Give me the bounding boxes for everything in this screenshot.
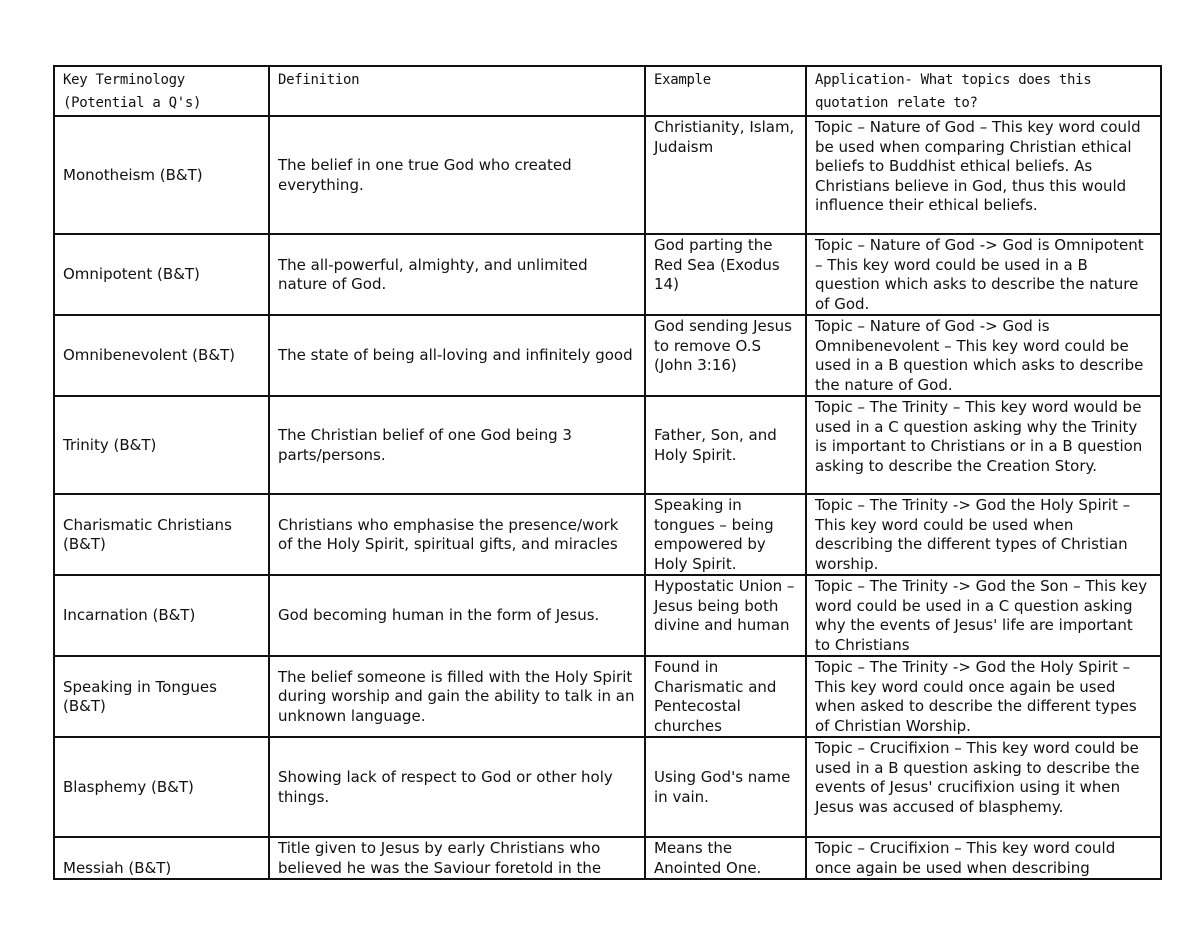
example-cell: God parting the Red Sea (Exodus 14) <box>645 234 806 315</box>
table-row <box>54 116 1161 234</box>
table-body <box>54 116 1161 879</box>
definition-cell: The Christian belief of one God being 3 parts/persons. <box>269 396 645 494</box>
header-definition: Definition <box>269 66 645 116</box>
example-cell: Means the Anointed One. <box>645 837 806 879</box>
term-cell: Monotheism (B&T) <box>54 116 269 234</box>
definition-cell: God becoming human in the form of Jesus. <box>269 575 645 656</box>
term-cell: Omnipotent (B&T) <box>54 234 269 315</box>
term-cell: Incarnation (B&T) <box>54 575 269 656</box>
example-cell: Hypostatic Union – Jesus being both divine and human <box>645 575 806 656</box>
header-application-line1: Application- What topics does this <box>815 72 1092 88</box>
header-key-terminology-line1: Key Terminology <box>63 72 185 88</box>
application-cell: Topic – The Trinity – This key word would be used in a C question asking why the Trinity is important to Christians or in a B question asking to describe the Creation Story. <box>806 396 1161 494</box>
definition-cell: Showing lack of respect to God or other holy things. <box>269 737 645 837</box>
application-cell: Topic – The Trinity -> God the Son – This key word could be used in a C question asking why the events of Jesus' life are important to Christians <box>806 575 1161 656</box>
application-cell: Topic – Crucifixion – This key word could once again be used when describing <box>806 837 1161 879</box>
header-application <box>806 66 1161 116</box>
term-cell: Messiah (B&T) <box>54 837 269 879</box>
header-row <box>54 66 1161 116</box>
key-terminology-table <box>53 65 1162 880</box>
application-cell: Topic – The Trinity -> God the Holy Spirit – This key word could be used when describing the different types of Christian worship. <box>806 494 1161 575</box>
table-row <box>54 737 1161 837</box>
application-cell: Topic – The Trinity -> God the Holy Spirit – This key word could once again be used when asked to describe the different types of Christian Worship. <box>806 656 1161 737</box>
example-cell: God sending Jesus to remove O.S (John 3:16) <box>645 315 806 396</box>
example-cell: Christianity, Islam, Judaism <box>645 116 806 234</box>
document-page <box>53 65 1160 880</box>
application-cell: Topic – Nature of God -> God is Omnipotent – This key word could be used in a B question which asks to describe the nature of God. <box>806 234 1161 315</box>
table-row <box>54 234 1161 315</box>
header-key-terminology-line2: (Potential a Q's) <box>63 95 202 111</box>
table-row <box>54 656 1161 737</box>
definition-cell: Christians who emphasise the presence/work of the Holy Spirit, spiritual gifts, and miracles <box>269 494 645 575</box>
example-cell: Using God's name in vain. <box>645 737 806 837</box>
table-row <box>54 315 1161 396</box>
definition-cell: The belief someone is filled with the Holy Spirit during worship and gain the ability to talk in an unknown language. <box>269 656 645 737</box>
term-cell: Blasphemy (B&T) <box>54 737 269 837</box>
table-row <box>54 575 1161 656</box>
term-cell: Omnibenevolent (B&T) <box>54 315 269 396</box>
application-cell: Topic – Crucifixion – This key word could be used in a B question asking to describe the events of Jesus' crucifixion using it when Jesus was accused of blasphemy. <box>806 737 1161 837</box>
application-cell: Topic – Nature of God – This key word could be used when comparing Christian ethical beliefs to Buddhist ethical beliefs. As Christians believe in God, thus this would influence their ethical beliefs. <box>806 116 1161 234</box>
example-cell: Found in Charismatic and Pentecostal churches <box>645 656 806 737</box>
definition-cell: The belief in one true God who created everything. <box>269 116 645 234</box>
table-row <box>54 494 1161 575</box>
term-cell: Speaking in Tongues (B&T) <box>54 656 269 737</box>
example-cell: Speaking in tongues – being empowered by Holy Spirit. <box>645 494 806 575</box>
definition-cell: The all-powerful, almighty, and unlimited nature of God. <box>269 234 645 315</box>
definition-cell: Title given to Jesus by early Christians who believed he was the Saviour foretold in the <box>269 837 645 879</box>
header-example: Example <box>645 66 806 116</box>
table-row <box>54 837 1161 879</box>
header-application-line2: quotation relate to? <box>815 95 978 111</box>
term-cell: Trinity (B&T) <box>54 396 269 494</box>
table-row <box>54 396 1161 494</box>
header-key-terminology <box>54 66 269 116</box>
table-header <box>54 66 1161 116</box>
application-cell: Topic – Nature of God -> God is Omnibenevolent – This key word could be used in a B question which asks to describe the nature of God. <box>806 315 1161 396</box>
definition-cell: The state of being all-loving and infinitely good <box>269 315 645 396</box>
example-cell: Father, Son, and Holy Spirit. <box>645 396 806 494</box>
term-cell: Charismatic Christians (B&T) <box>54 494 269 575</box>
